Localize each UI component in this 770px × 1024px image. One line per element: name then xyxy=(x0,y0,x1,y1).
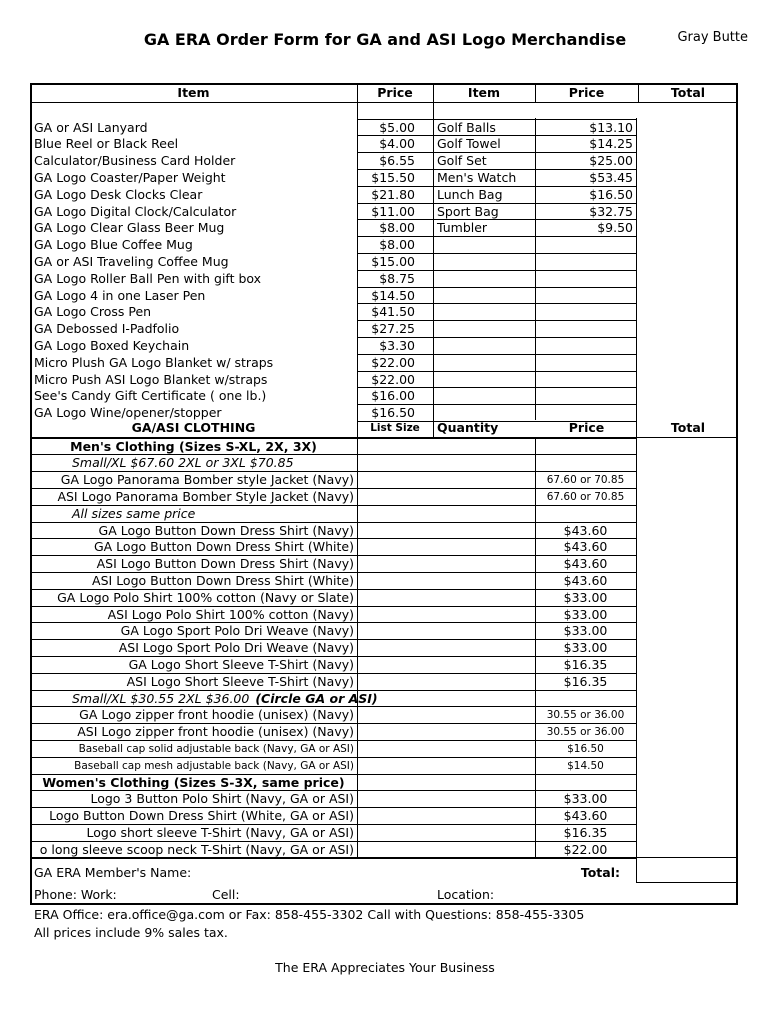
clothing-item-label xyxy=(72,690,378,707)
logo-item-name: Micro Push ASI Logo Blanket w/straps xyxy=(34,371,268,387)
logo-item-name: GA or ASI Traveling Coffee Mug xyxy=(34,253,229,269)
logo-item-name: Blue Reel or Black Reel xyxy=(34,136,179,152)
clothing-item-price: $16.35 xyxy=(563,824,608,840)
logo-item-name: GA Debossed I-Padfolio xyxy=(34,321,180,337)
logo-item-name: See's Candy Gift Certificate ( one lb.) xyxy=(34,388,267,404)
side-item-name: Golf Towel xyxy=(437,136,501,152)
clothing-price-header: Price xyxy=(568,420,605,435)
logo-item-name: GA Logo Desk Clocks Clear xyxy=(34,186,203,202)
clothing-total-header: Total xyxy=(670,420,706,435)
clothing-item-price: $43.60 xyxy=(563,522,608,538)
logo-item-price: $6.55 xyxy=(379,153,415,169)
clothing-header-line xyxy=(433,419,434,437)
logo-item-name: GA Logo Clear Glass Beer Mug xyxy=(34,220,225,236)
logo-item-name: GA Logo Cross Pen xyxy=(34,304,152,320)
clothing-item-price: $43.60 xyxy=(563,556,608,572)
logo-item-price: $15.50 xyxy=(371,169,415,185)
clothing-item-label: Logo 3 Button Polo Shirt (Navy, GA or ASI) xyxy=(90,791,354,807)
clothing-header-title: GA/ASI CLOTHING xyxy=(131,420,256,435)
clothing-item-price: $16.35 xyxy=(563,673,608,689)
side-item-name: Lunch Bag xyxy=(437,186,503,202)
clothing-item-label: ASI Logo zipper front hoodie (unisex) (Navy) xyxy=(77,724,354,740)
side-item-name: Men's Watch xyxy=(437,169,517,185)
clothing-item-label: GA Logo Button Down Dress Shirt (Navy) xyxy=(98,522,354,538)
header-divider xyxy=(30,102,738,103)
clothing-item-label: Women's Clothing (Sizes S-3X, same price) xyxy=(42,774,345,790)
logo-item-name: Calculator/Business Card Holder xyxy=(34,153,236,169)
clothing-note: Small/XL $30.55 2XL $36.00 xyxy=(72,690,250,706)
clothing-item-price: $33.00 xyxy=(563,791,608,807)
logo-item-name: GA Logo Digital Clock/Calculator xyxy=(34,203,237,219)
list-size-header: List Size xyxy=(370,422,420,434)
clothing-item-price: $22.00 xyxy=(563,841,608,857)
order-form xyxy=(30,83,738,905)
logo-item-name: GA Logo Boxed Keychain xyxy=(34,337,190,353)
col-header-item: Item xyxy=(177,85,210,100)
clothing-item-label: GA Logo Polo Shirt 100% cotton (Navy or Slate) xyxy=(57,589,354,605)
side-item-name: Golf Balls xyxy=(437,119,496,135)
clothing-item-price: $43.60 xyxy=(563,808,608,824)
clothing-item-label: Logo short sleeve T-Shirt (Navy, GA or ASI) xyxy=(86,824,354,840)
logo-item-name: GA or ASI Lanyard xyxy=(34,119,148,135)
side-item-price: $9.50 xyxy=(597,220,633,236)
clothing-item-price: 30.55 or 36.00 xyxy=(546,709,625,722)
clothing-item-price: $33.00 xyxy=(563,623,608,639)
side-item-price: $13.10 xyxy=(589,119,633,135)
logo-item-price: $8.00 xyxy=(379,237,415,253)
location-label: Gray Butte xyxy=(677,30,748,45)
clothing-item-price: 67.60 or 70.85 xyxy=(546,490,625,503)
logo-item-price: $8.75 xyxy=(379,270,415,286)
clothing-item-price: $33.00 xyxy=(563,640,608,656)
clothing-item-label: All sizes same price xyxy=(72,505,196,521)
logo-item-price: $8.00 xyxy=(379,220,415,236)
price2-column-line xyxy=(636,118,637,420)
logo-item-name: Micro Plush GA Logo Blanket w/ straps xyxy=(34,354,274,370)
logo-item-price: $41.50 xyxy=(371,304,415,320)
side-item-price: $16.50 xyxy=(589,186,633,202)
clothing-item-price: $14.50 xyxy=(567,759,604,772)
clothing-item-price: $33.00 xyxy=(563,606,608,622)
logo-item-price: $11.00 xyxy=(371,203,415,219)
circle-note: (Circle GA or ASI) xyxy=(255,690,378,706)
side-item-price: $32.75 xyxy=(589,203,633,219)
side-item-price: $53.45 xyxy=(589,169,633,185)
logo-item-name: GA Logo Blue Coffee Mug xyxy=(34,237,193,253)
col-header-price-2: Price xyxy=(568,85,605,100)
logo-item-price: $27.25 xyxy=(371,321,415,337)
member-total-line xyxy=(636,857,637,882)
col-header-total: Total xyxy=(670,85,706,100)
clothing-item-label: Logo Button Down Dress Shirt (White, GA or ASI) xyxy=(49,808,354,824)
side-item-name: Sport Bag xyxy=(437,203,499,219)
clothing-item-price: $43.60 xyxy=(563,539,608,555)
clothing-item-label: Men's Clothing (Sizes S-XL, 2X, 3X) xyxy=(70,438,317,454)
price-column-line xyxy=(433,102,434,437)
logo-item-price: $14.50 xyxy=(371,287,415,303)
logo-item-price: $3.30 xyxy=(379,337,415,353)
logo-item-price: $15.00 xyxy=(371,253,415,269)
clothing-item-label: o long sleeve scoop neck T-Shirt (Navy, GA or ASI) xyxy=(39,841,354,857)
logo-item-price: $22.00 xyxy=(371,371,415,387)
logo-item-name: GA Logo Coaster/Paper Weight xyxy=(34,169,226,185)
phone-work-label: Phone: Work: xyxy=(34,887,117,902)
clothing-item-label: ASI Logo Sport Polo Dri Weave (Navy) xyxy=(118,640,354,656)
logo-item-price: $4.00 xyxy=(379,136,415,152)
clothing-item-label: GA Logo Short Sleeve T-Shirt (Navy) xyxy=(128,656,354,672)
tax-note: All prices include 9% sales tax. xyxy=(34,925,228,940)
page-title: GA ERA Order Form for GA and ASI Logo Merchandise xyxy=(143,30,627,49)
side-item-name: Tumbler xyxy=(437,220,488,236)
clothing-item-label: ASI Logo Panorama Bomber Style Jacket (Navy) xyxy=(57,488,354,504)
logo-item-price: $21.80 xyxy=(371,186,415,202)
logo-item-price: $16.50 xyxy=(371,405,415,421)
clothing-item-label: Baseball cap mesh adjustable back (Navy, GA or ASI) xyxy=(74,759,354,772)
logo-item-price: $22.00 xyxy=(371,354,415,370)
location-field-label: Location: xyxy=(437,887,495,902)
logo-item-price: $16.00 xyxy=(371,388,415,404)
clothing-item-label: Baseball cap solid adjustable back (Navy, GA or ASI) xyxy=(78,742,354,755)
clothing-item-price: 67.60 or 70.85 xyxy=(546,474,625,487)
clothing-item-label: GA Logo Sport Polo Dri Weave (Navy) xyxy=(120,623,354,639)
clothing-item-price: $43.60 xyxy=(563,572,608,588)
col-header-price: Price xyxy=(377,85,413,100)
contact-info: ERA Office: era.office@ga.com or Fax: 858-455-3302 Call with Questions: 858-455-3305 xyxy=(34,907,585,922)
total-label: Total: xyxy=(580,865,620,880)
logo-item-name: GA Logo 4 in one Laser Pen xyxy=(34,287,206,303)
clothing-item-label: GA Logo zipper front hoodie (unisex) (Navy) xyxy=(79,707,354,723)
quantity-header: Quantity xyxy=(437,420,499,435)
clothing-item-label: GA Logo Panorama Bomber style Jacket (Navy) xyxy=(60,472,354,488)
clothing-item-price: $16.35 xyxy=(563,656,608,672)
clothing-item-label: ASI Logo Button Down Dress Shirt (White) xyxy=(92,572,354,588)
cell-label: Cell: xyxy=(212,887,240,902)
clothing-item-price: 30.55 or 36.00 xyxy=(546,726,625,739)
footer-text: The ERA Appreciates Your Business xyxy=(275,960,495,975)
clothing-item-line xyxy=(357,437,358,858)
logo-item-name: GA Logo Wine/opener/stopper xyxy=(34,405,222,421)
contact-block xyxy=(34,906,584,942)
clothing-item-label: GA Logo Button Down Dress Shirt (White) xyxy=(93,539,354,555)
clothing-item-label: Small/XL $67.60 2XL or 3XL $70.85 xyxy=(72,455,294,471)
clothing-item-label: ASI Logo Short Sleeve T-Shirt (Navy) xyxy=(126,673,354,689)
logo-item-price: $5.00 xyxy=(379,119,415,135)
side-item-price: $25.00 xyxy=(589,153,633,169)
logo-item-name: GA Logo Roller Ball Pen with gift box xyxy=(34,270,262,286)
side-item-name: Golf Set xyxy=(437,153,487,169)
clothing-item-price: $33.00 xyxy=(563,589,608,605)
clothing-item-price: $16.50 xyxy=(567,742,604,755)
side-item-price: $14.25 xyxy=(589,136,633,152)
member-name-label: GA ERA Member's Name: xyxy=(34,865,192,880)
clothing-item-label: ASI Logo Button Down Dress Shirt (Navy) xyxy=(96,556,354,572)
col-header-item-2: Item xyxy=(467,85,501,100)
clothing-item-label: ASI Logo Polo Shirt 100% cotton (Navy) xyxy=(107,606,354,622)
member-divider xyxy=(30,857,738,858)
clothing-total-line xyxy=(636,419,637,858)
total-box-line xyxy=(636,882,738,883)
